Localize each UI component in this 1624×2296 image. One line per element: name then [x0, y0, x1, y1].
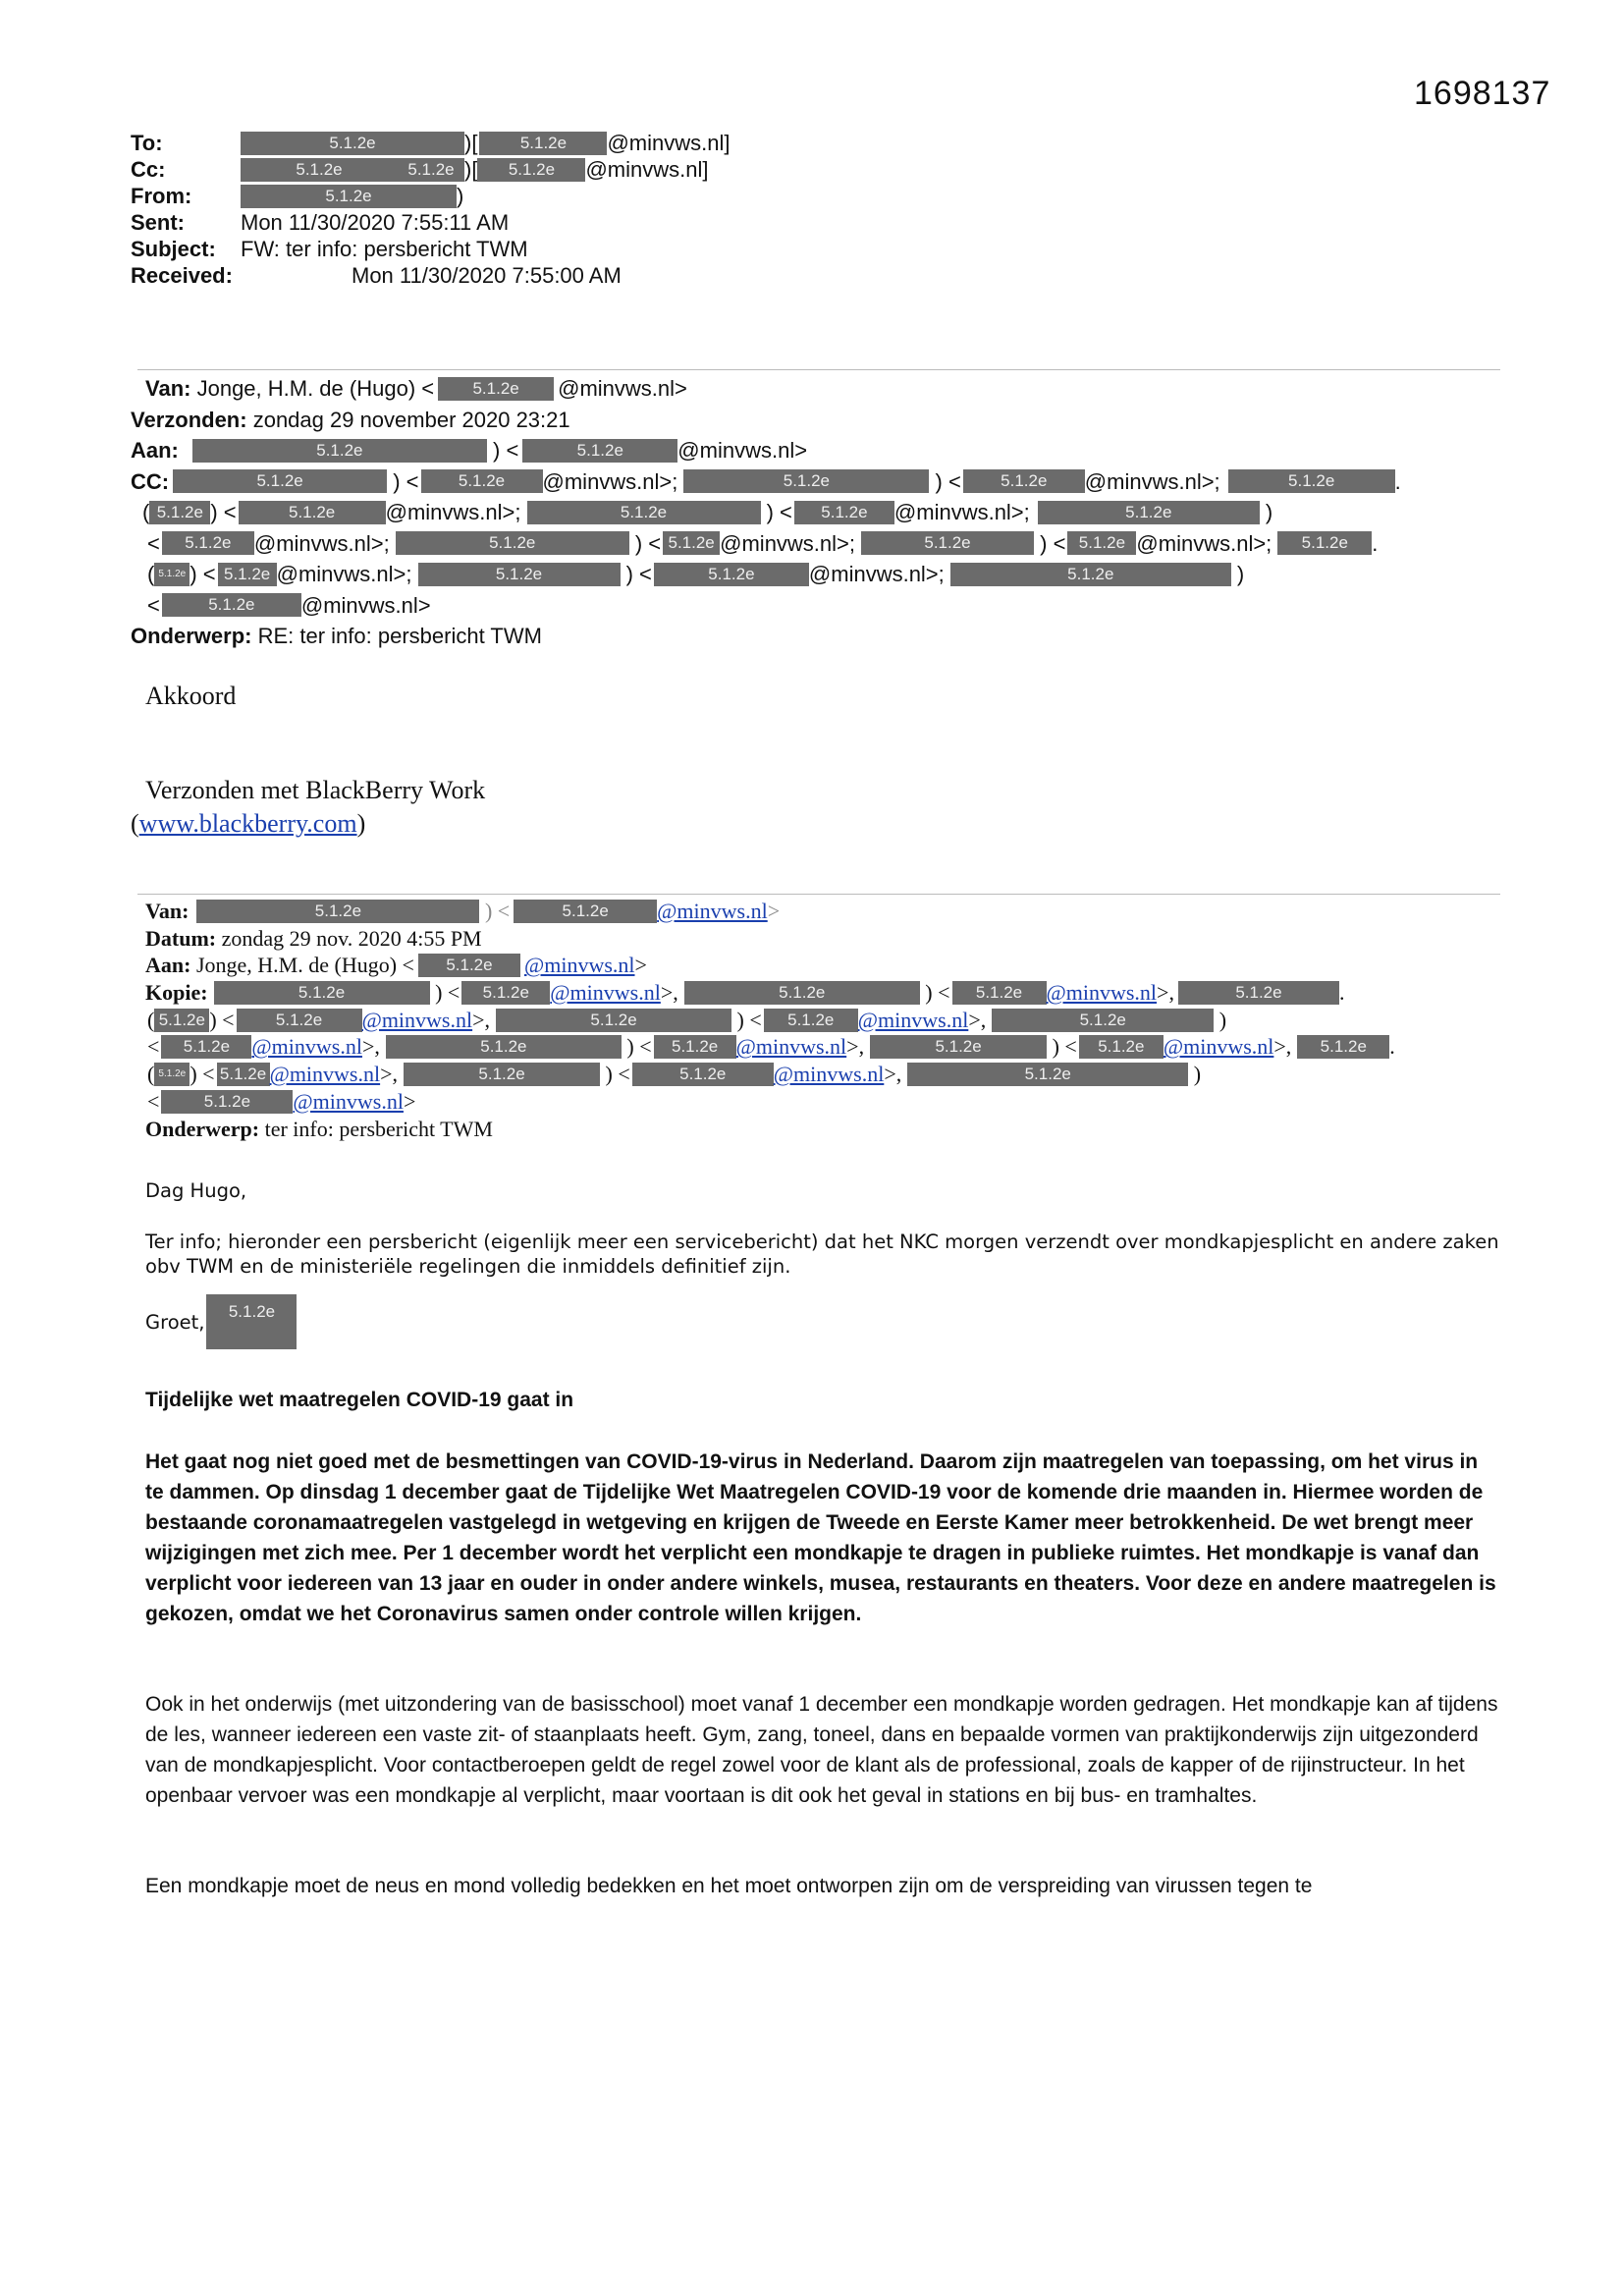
redaction: 5.1.2e — [496, 1009, 731, 1032]
van-value: Jonge, H.M. de (Hugo) < — [196, 376, 435, 401]
forward-header — [131, 130, 730, 289]
redaction: 5.1.2e — [522, 439, 677, 463]
aan-label: Aan: — [131, 438, 179, 463]
van3-label: Van: — [145, 899, 189, 923]
redaction: 5.1.2e — [154, 1063, 189, 1086]
aan3-value: Jonge, H.M. de (Hugo) < — [195, 953, 414, 978]
redaction: 5.1.2e — [632, 1063, 774, 1086]
signature: Verzonden met BlackBerry Work (www.blackberry.com) — [131, 776, 486, 838]
redaction: 5.1.2e — [907, 1063, 1188, 1086]
redaction: 5.1.2e — [1228, 469, 1395, 493]
kopie-label: Kopie: — [145, 980, 208, 1006]
redaction: 5.1.2e — [217, 1063, 270, 1086]
redaction: 5.1.2e — [461, 981, 550, 1005]
redaction: 5.1.2e — [418, 563, 621, 586]
redaction: 5.1.2e — [386, 1035, 622, 1059]
redaction: 5.1.2e — [154, 1009, 209, 1032]
cc-row: Cc: 5.1.2e 5.1.2e )[ 5.1.2e @minvws.nl] — [131, 157, 709, 182]
redaction: 5.1.2e — [398, 158, 464, 182]
redaction: 5.1.2e — [992, 1009, 1214, 1032]
press-title: Tijdelijke wet maatregelen COVID-19 gaat in — [145, 1389, 574, 1411]
signature-text: Verzonden met BlackBerry Work — [145, 776, 486, 804]
redaction: 5.1.2e — [162, 593, 301, 617]
redaction: 5.1.2e — [241, 185, 457, 208]
press-paragraph-2: Ook in het onderwijs (met uitzondering van de basisschool) moet vanaf 1 december een mondkapje worden gedragen. Het mondkapje kan af tijdens de les, wanneer iedereen een vaste zit- of staanplaats heeft. Gym, zang, toneel, dans en bepaalde vormen van praktijkonderwijs zijn uitgezonderd van de mondkapjesplicht. Voor contactberoepen geldt de regel zowel voor de klant als de professional, zoals de kapper of de rijinstructeur. In het openbaar vervoer was een mondkapje al verplicht, maar voortaan is dit ook het geval in stations en bij bus- en tramhaltes. — [145, 1693, 1498, 1807]
cc-domain: @minvws.nl] — [585, 157, 709, 182]
sent-row — [131, 209, 730, 236]
onderwerp-value: RE: ter info: persbericht TWM — [257, 624, 542, 648]
onderwerp3-value: ter info: persbericht TWM — [264, 1116, 493, 1141]
intro-paragraph: Ter info; hieronder een persbericht (eigenlijk meer een servicebericht) dat het NKC morgen verzendt over mondkapjesplicht en andere zaken obv TWM en de ministeriële regelingen die inmiddels definitief zijn. — [145, 1230, 1499, 1278]
datum-label: Datum: — [145, 925, 217, 951]
redaction: 5.1.2e — [663, 531, 720, 555]
redaction: 5.1.2e — [1297, 1035, 1389, 1059]
redaction: 5.1.2e — [1178, 981, 1339, 1005]
redaction: 5.1.2e — [479, 132, 607, 155]
divider — [137, 894, 1500, 895]
onderwerp-label: Onderwerp: — [131, 624, 252, 648]
redaction: 5.1.2e — [418, 954, 520, 977]
redaction: 5.1.2e — [218, 563, 277, 586]
redaction: 5.1.2e — [404, 1063, 600, 1086]
reply-text: Akkoord — [145, 682, 237, 710]
closing-text: Groet, — [145, 1310, 205, 1334]
redaction: 5.1.2e — [952, 981, 1047, 1005]
redaction: 5.1.2e — [239, 501, 386, 524]
redaction: 5.1.2e — [173, 469, 387, 493]
redaction: 5.1.2e — [241, 132, 464, 155]
redaction: 5.1.2e — [683, 469, 929, 493]
from-label: From: — [131, 184, 192, 208]
redaction: 5.1.2e — [438, 377, 554, 401]
redaction: 5.1.2e — [684, 981, 920, 1005]
redaction: 5.1.2e — [154, 563, 189, 586]
received-label: Received: — [131, 263, 233, 288]
redaction: 5.1.2e — [527, 501, 761, 524]
verzonden-label: Verzonden: — [131, 407, 247, 432]
verzonden-value: zondag 29 november 2020 23:21 — [252, 407, 570, 432]
from-row: From: 5.1.2e ) — [131, 184, 464, 208]
redaction: 5.1.2e — [161, 1035, 251, 1059]
aan3-label: Aan: — [145, 953, 191, 978]
document-number: 1698137 — [1414, 75, 1551, 112]
redaction: 5.1.2e — [764, 1009, 858, 1032]
cc2-label: CC: — [131, 468, 170, 494]
sent-value: Mon 11/30/2020 7:55:11 AM — [241, 210, 510, 235]
redaction: 5.1.2e — [477, 158, 585, 182]
received-value: Mon 11/30/2020 7:55:00 AM — [352, 263, 622, 288]
redaction: 5.1.2e — [861, 531, 1034, 555]
closing — [145, 1294, 1500, 1349]
redaction: 5.1.2e — [162, 531, 254, 555]
redaction: 5.1.2e — [963, 469, 1085, 493]
redaction: 5.1.2e — [1079, 1035, 1164, 1059]
redaction: 5.1.2e — [241, 158, 398, 182]
redaction: 5.1.2e — [396, 531, 629, 555]
to-row: To: 5.1.2e )[ 5.1.2e @minvws.nl] — [131, 131, 731, 155]
redaction: 5.1.2e — [1277, 531, 1372, 555]
cc-label: Cc: — [131, 157, 166, 182]
redaction: 5.1.2e — [1038, 501, 1260, 524]
redaction: 5.1.2e — [214, 981, 430, 1005]
redaction: 5.1.2e — [196, 900, 479, 923]
greeting: Dag Hugo, — [145, 1179, 247, 1202]
redaction: 5.1.2e — [1067, 531, 1136, 555]
divider — [137, 369, 1500, 370]
reply-header: Van: Jonge, H.M. de (Hugo) < 5.1.2e @minvws.nl> Verzonden: zondag 29 november 2020 23:21 Aan: 5.1.2e ) < 5.1.2e @minvws.nl> CC: 5.1.2e ) < 5.1.2e @minvws.nl>; 5.1.2e ) < 5.1.2e @minvws.nl>; 5.1.2e . ( 5.1.2e ) < 5.1.2e @minvws.nl>; 5.1.2e ) < 5.1.2e @minvws.nl>; 5.1.2e ) < 5.1.2e @minvws.nl>; 5.1.2e ) < 5.1.2e @minvws.nl>; 5.1.2e ) < 5.1.2e @minvws.nl>; 5.1.2e . ( 5.1.2e ) < 5.1.2e @minvws.nl>; 5.1.2e ) < 5.1.2e @minvws.nl>; 5.1.2e ) < 5.1.2e @minvws.nl> Onderwerp: RE: ter info: persbericht TWM — [131, 373, 1401, 652]
van-label: Van: — [145, 376, 191, 401]
original-header: Van: 5.1.2e ) < 5.1.2e @minvws.nl > Datum: zondag 29 nov. 2020 4:55 PM Aan: Jonge, H.M. de (Hugo) < 5.1.2e @minvws.nl > Kopie: 5.1.2e ) < 5.1.2e @minvws.nl >, 5.1.2e ) < 5.1.2e @minvws.nl >, 5.1.2e . ( 5.1.2e ) < 5.1.2e @minvws.nl >, 5.1.2e ) < 5.1.2e @minvws.nl >, 5.1.2e ) < 5.1.2e @minvws.nl >, 5.1.2e ) < 5.1.2e @minvws.nl >, 5.1.2e ) < 5.1.2e @minvws.nl >, 5.1.2e . ( 5.1.2e ) < 5.1.2e @minvws.nl >, 5.1.2e ) < 5.1.2e @minvws.nl >, 5.1.2e ) < 5.1.2e @minvws.nl > Onderwerp: ter info: persbericht TWM — [145, 899, 1395, 1141]
onderwerp3-label: Onderwerp: — [145, 1116, 260, 1141]
redaction: 5.1.2e — [237, 1009, 362, 1032]
press-lead: Het gaat nog niet goed met de besmettingen van COVID-19-virus in Nederland. Daarom zijn maatregelen van toepassing, om het virus in te dammen. Op dinsdag 1 december gaat de Tijdelijke Wet Maatregelen COVID-19 voor de komende drie maanden in. Hiermee worden de bestaande coronamaatregelen vastgelegd in wetgeving en krijgen de Tweede en Eerste Kamer meer betrokkenheid. De wet brengt meer wijzigingen met zich mee. Per 1 december wordt het verplicht een mondkapje te dragen in publieke ruimtes. Het mondkapje is vanaf dan verplicht voor iedereen van 13 jaar en ouder in onder andere winkels, musea, restaurants en theaters. Voor deze en andere maatregelen is gekozen, omdat we het Coronavirus samen onder controle willen krijgen. — [145, 1450, 1496, 1625]
datum-value: zondag 29 nov. 2020 4:55 PM — [221, 925, 482, 951]
press-paragraph-3: Een mondkapje moet de neus en mond volledig bedekken en het moet ontworpen zijn om de verspreiding van virussen tegen te — [145, 1875, 1313, 1897]
sent-label: Sent: — [131, 210, 185, 235]
redaction: 5.1.2e — [870, 1035, 1047, 1059]
received-row — [131, 262, 730, 289]
subject-row — [131, 236, 730, 262]
redaction: 5.1.2e — [654, 1035, 736, 1059]
subject-value: FW: ter info: persbericht TWM — [241, 237, 528, 261]
redaction: 5.1.2e — [794, 501, 894, 524]
to-label: To: — [131, 131, 163, 155]
redaction: 5.1.2e — [192, 439, 487, 463]
redaction: 5.1.2e — [149, 501, 210, 524]
redaction: 5.1.2e — [161, 1090, 293, 1114]
redaction: 5.1.2e — [206, 1294, 297, 1349]
redaction: 5.1.2e — [421, 469, 543, 493]
redaction: 5.1.2e — [514, 900, 657, 923]
redaction: 5.1.2e — [654, 563, 809, 586]
to-domain: @minvws.nl] — [607, 131, 731, 155]
subject-label: Subject: — [131, 237, 216, 261]
blackberry-link[interactable]: www.blackberry.com — [138, 809, 357, 838]
redaction: 5.1.2e — [950, 563, 1231, 586]
